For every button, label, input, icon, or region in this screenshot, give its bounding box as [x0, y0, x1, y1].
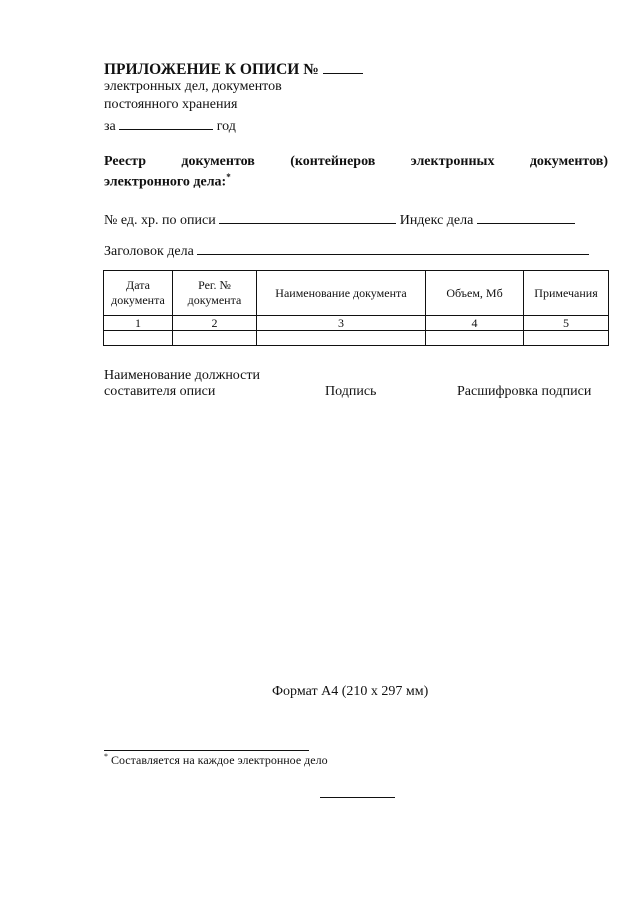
column-number: 3 [257, 316, 426, 331]
index-blank [477, 209, 575, 224]
bottom-rule [320, 797, 395, 798]
registry-word: электронных [410, 154, 495, 169]
col-header-document-name: Наименование документа [257, 271, 426, 316]
table-cell [104, 331, 173, 346]
unit-number-blank [219, 209, 396, 224]
table-cell [426, 331, 524, 346]
format-note: Формат А4 (210 х 297 мм) [272, 684, 429, 699]
registry-word: документов [181, 154, 255, 169]
column-number: 4 [426, 316, 524, 331]
footnote-separator [104, 750, 309, 751]
year-prefix: за [104, 119, 116, 134]
registry-heading [104, 154, 608, 191]
table-numbering-row [104, 316, 609, 331]
col-header-notes: Примечания [524, 271, 609, 316]
inventory-number-blank [323, 59, 363, 74]
year-blank [119, 115, 213, 130]
page-title [104, 59, 363, 79]
case-title-label: Заголовок дела [104, 244, 194, 259]
registry-heading-line-1 [104, 154, 608, 170]
footnote-marker: * [226, 172, 231, 182]
unit-index-row [104, 209, 575, 229]
subtitle-line-2: постоянного хранения [104, 97, 238, 112]
column-number: 2 [173, 316, 257, 331]
subtitle-line-1: электронных дел, документов [104, 79, 282, 94]
title-text: ПРИЛОЖЕНИЕ К ОПИСИ № [104, 61, 319, 78]
registry-word: Реестр [104, 154, 147, 169]
table-row [104, 331, 609, 346]
col-header-volume: Объем, Мб [426, 271, 524, 316]
col-header-reg-number: Рег. № документа [173, 271, 257, 316]
case-title-row [104, 240, 589, 260]
column-number: 1 [104, 316, 173, 331]
year-line [104, 115, 236, 135]
col-header-date: Дата документа [104, 271, 173, 316]
column-number: 5 [524, 316, 609, 331]
unit-number-label: № ед. хр. по описи [104, 213, 216, 228]
compiler-position [104, 368, 260, 400]
year-suffix: год [216, 119, 236, 134]
footnote-text: Составляется на каждое электронное дело [111, 753, 328, 767]
table-cell [257, 331, 426, 346]
footnote [104, 752, 328, 768]
table-header-row [104, 271, 609, 316]
signature-label: Подпись [325, 384, 377, 399]
signature-decoding-label: Расшифровка подписи [457, 384, 592, 399]
footnote-mark: * [104, 752, 108, 761]
table-cell [173, 331, 257, 346]
registry-heading-line-2 [104, 172, 608, 191]
table-cell [524, 331, 609, 346]
index-label: Индекс дела [399, 213, 474, 228]
registry-word: документов) [529, 154, 608, 169]
register-table [103, 270, 609, 346]
position-line-1: Наименование должности [104, 368, 260, 383]
position-line-2: составителя описи [104, 384, 216, 399]
registry-word: (контейнеров [290, 154, 376, 169]
case-title-blank [197, 240, 589, 255]
registry-line2-text: электронного дела: [104, 174, 227, 190]
